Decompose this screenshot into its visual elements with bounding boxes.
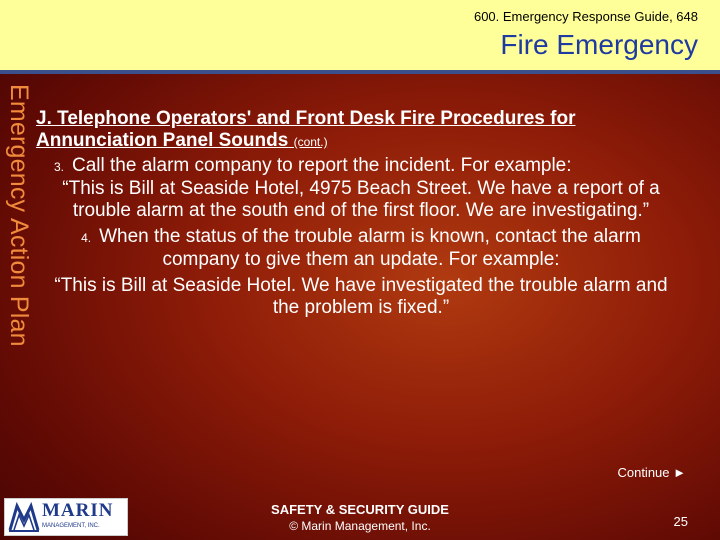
list-item-text: When the status of the trouble alarm is known, contact the alarm company to give them an update. For example:: [99, 226, 641, 270]
logo-mark-icon: [8, 501, 40, 533]
logo-name: MARIN: [42, 500, 114, 521]
list-item-number: 3.: [54, 160, 65, 174]
sidebar-label-text: Emergency Action Plan: [5, 84, 33, 347]
section-heading-suffix: (cont.): [293, 135, 328, 149]
section-heading-text: J. Telephone Operators' and Front Desk Fire Procedures for Annunciation Panel Sounds: [36, 108, 576, 151]
section-heading: [36, 108, 686, 153]
header-bar: [0, 0, 720, 70]
list-item-text: Call the alarm company to report the incident. For example:: [72, 155, 572, 176]
header-divider: [0, 70, 720, 74]
page-number: 25: [673, 514, 688, 529]
list-item: [36, 155, 686, 178]
example-quote: “This is Bill at Seaside Hotel. We have investigated the trouble alarm and the problem is fixed.”: [54, 275, 668, 318]
list-item: [36, 226, 686, 271]
footer-copyright: © Marin Management, Inc.: [289, 519, 431, 533]
document-reference: 600. Emergency Response Guide, 648: [473, 9, 698, 24]
logo-subtext: MANAGEMENT, INC.: [42, 523, 100, 529]
footer-title: SAFETY & SECURITY GUIDE: [271, 502, 449, 517]
main-content: [36, 108, 686, 319]
company-logo: [4, 498, 128, 536]
list-item-number: 4.: [81, 231, 92, 245]
example-quote: “This is Bill at Seaside Hotel, 4975 Beach Street. We have a report of a trouble alarm at the south end of the first floor. We are investigating.”: [62, 178, 660, 221]
sidebar-label: [4, 84, 34, 480]
page-title: Fire Emergency: [500, 29, 698, 60]
continue-link[interactable]: Continue ►: [617, 465, 686, 480]
